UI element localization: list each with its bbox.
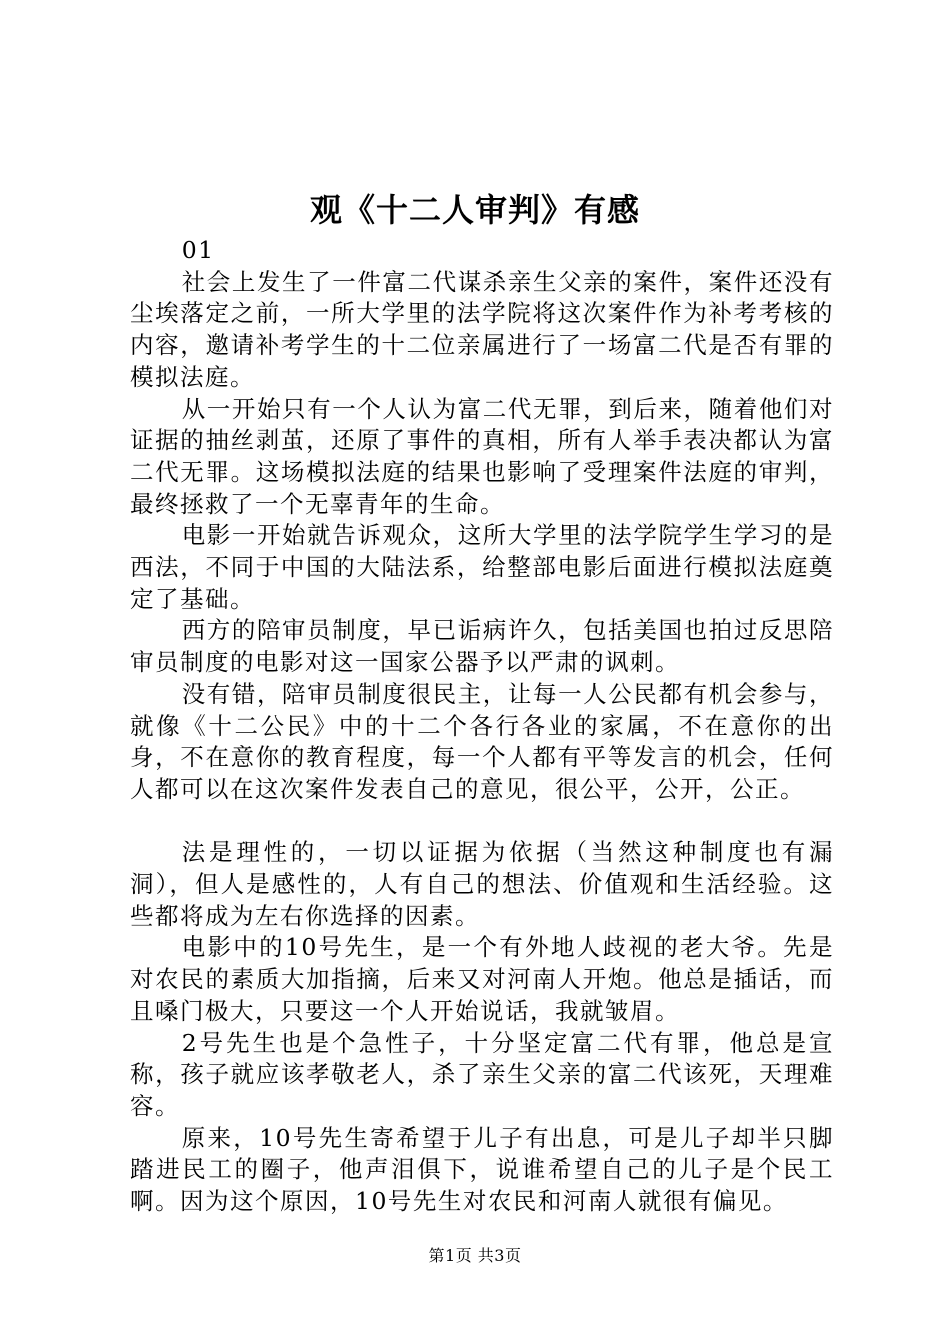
paragraph: 西方的陪审员制度，早已诟病许久，包括美国也拍过反思陪审员制度的电影对这一国家公器予以严肃的讽刺。 <box>130 616 834 677</box>
document-title: 观《十二人审判》有感 <box>309 191 640 229</box>
document-body <box>130 235 834 1218</box>
paragraph: 2号先生也是个急性子，十分坚定富二代有罪，他总是宣称，孩子就应该孝敬老人，杀了亲生父亲的富二代该死，天理难容。 <box>130 1028 834 1120</box>
paragraph: 电影一开始就告诉观众，这所大学里的法学院学生学习的是西法，不同于中国的大陆法系，给整部电影后面进行模拟法庭奠定了基础。 <box>130 521 834 613</box>
paragraph: 原来，10号先生寄希望于儿子有出息，可是儿子却半只脚踏进民工的圈子，他声泪俱下，说谁希望自己的儿子是个民工啊。因为这个原因，10号先生对农民和河南人就很有偏见。 <box>130 1123 834 1216</box>
paragraph-spacer <box>130 806 834 838</box>
paragraph: 没有错，陪审员制度很民主，让每一人公民都有机会参与，就像《十二公民》中的十二个各行各业的家属，不在意你的出身，不在意你的教育程度，每一个人都有平等发言的机会，任何人都可以在这次案件发表自己的意见，很公平，公开，公正。 <box>130 679 834 803</box>
paragraph: 从一开始只有一个人认为富二代无罪，到后来，随着他们对证据的抽丝剥茧，还原了事件的真相，所有人举手表决都认为富二代无罪。这场模拟法庭的结果也影响了受理案件法庭的审判，最终拯救了一个无辜青年的生命。 <box>130 394 834 518</box>
page-footer: 第1页 共3页 <box>428 1246 522 1265</box>
paragraph: 电影中的10号先生，是一个有外地人歧视的老大爷。先是对农民的素质大加指摘，后来又对河南人开炮。他总是插话，而且嗓门极大，只要这一个人开始说话，我就皱眉。 <box>130 933 834 1025</box>
paragraph: 法是理性的，一切以证据为依据（当然这种制度也有漏洞），但人是感性的，人有自己的想法、价值观和生活经验。这些都将成为左右你选择的因素。 <box>130 838 834 930</box>
paragraph: 社会上发生了一件富二代谋杀亲生父亲的案件，案件还没有尘埃落定之前，一所大学里的法学院将这次案件作为补考考核的内容，邀请补考学生的十二位亲属进行了一场富二代是否有罪的模拟法庭。 <box>130 267 834 391</box>
section-number: 01 <box>181 236 215 264</box>
